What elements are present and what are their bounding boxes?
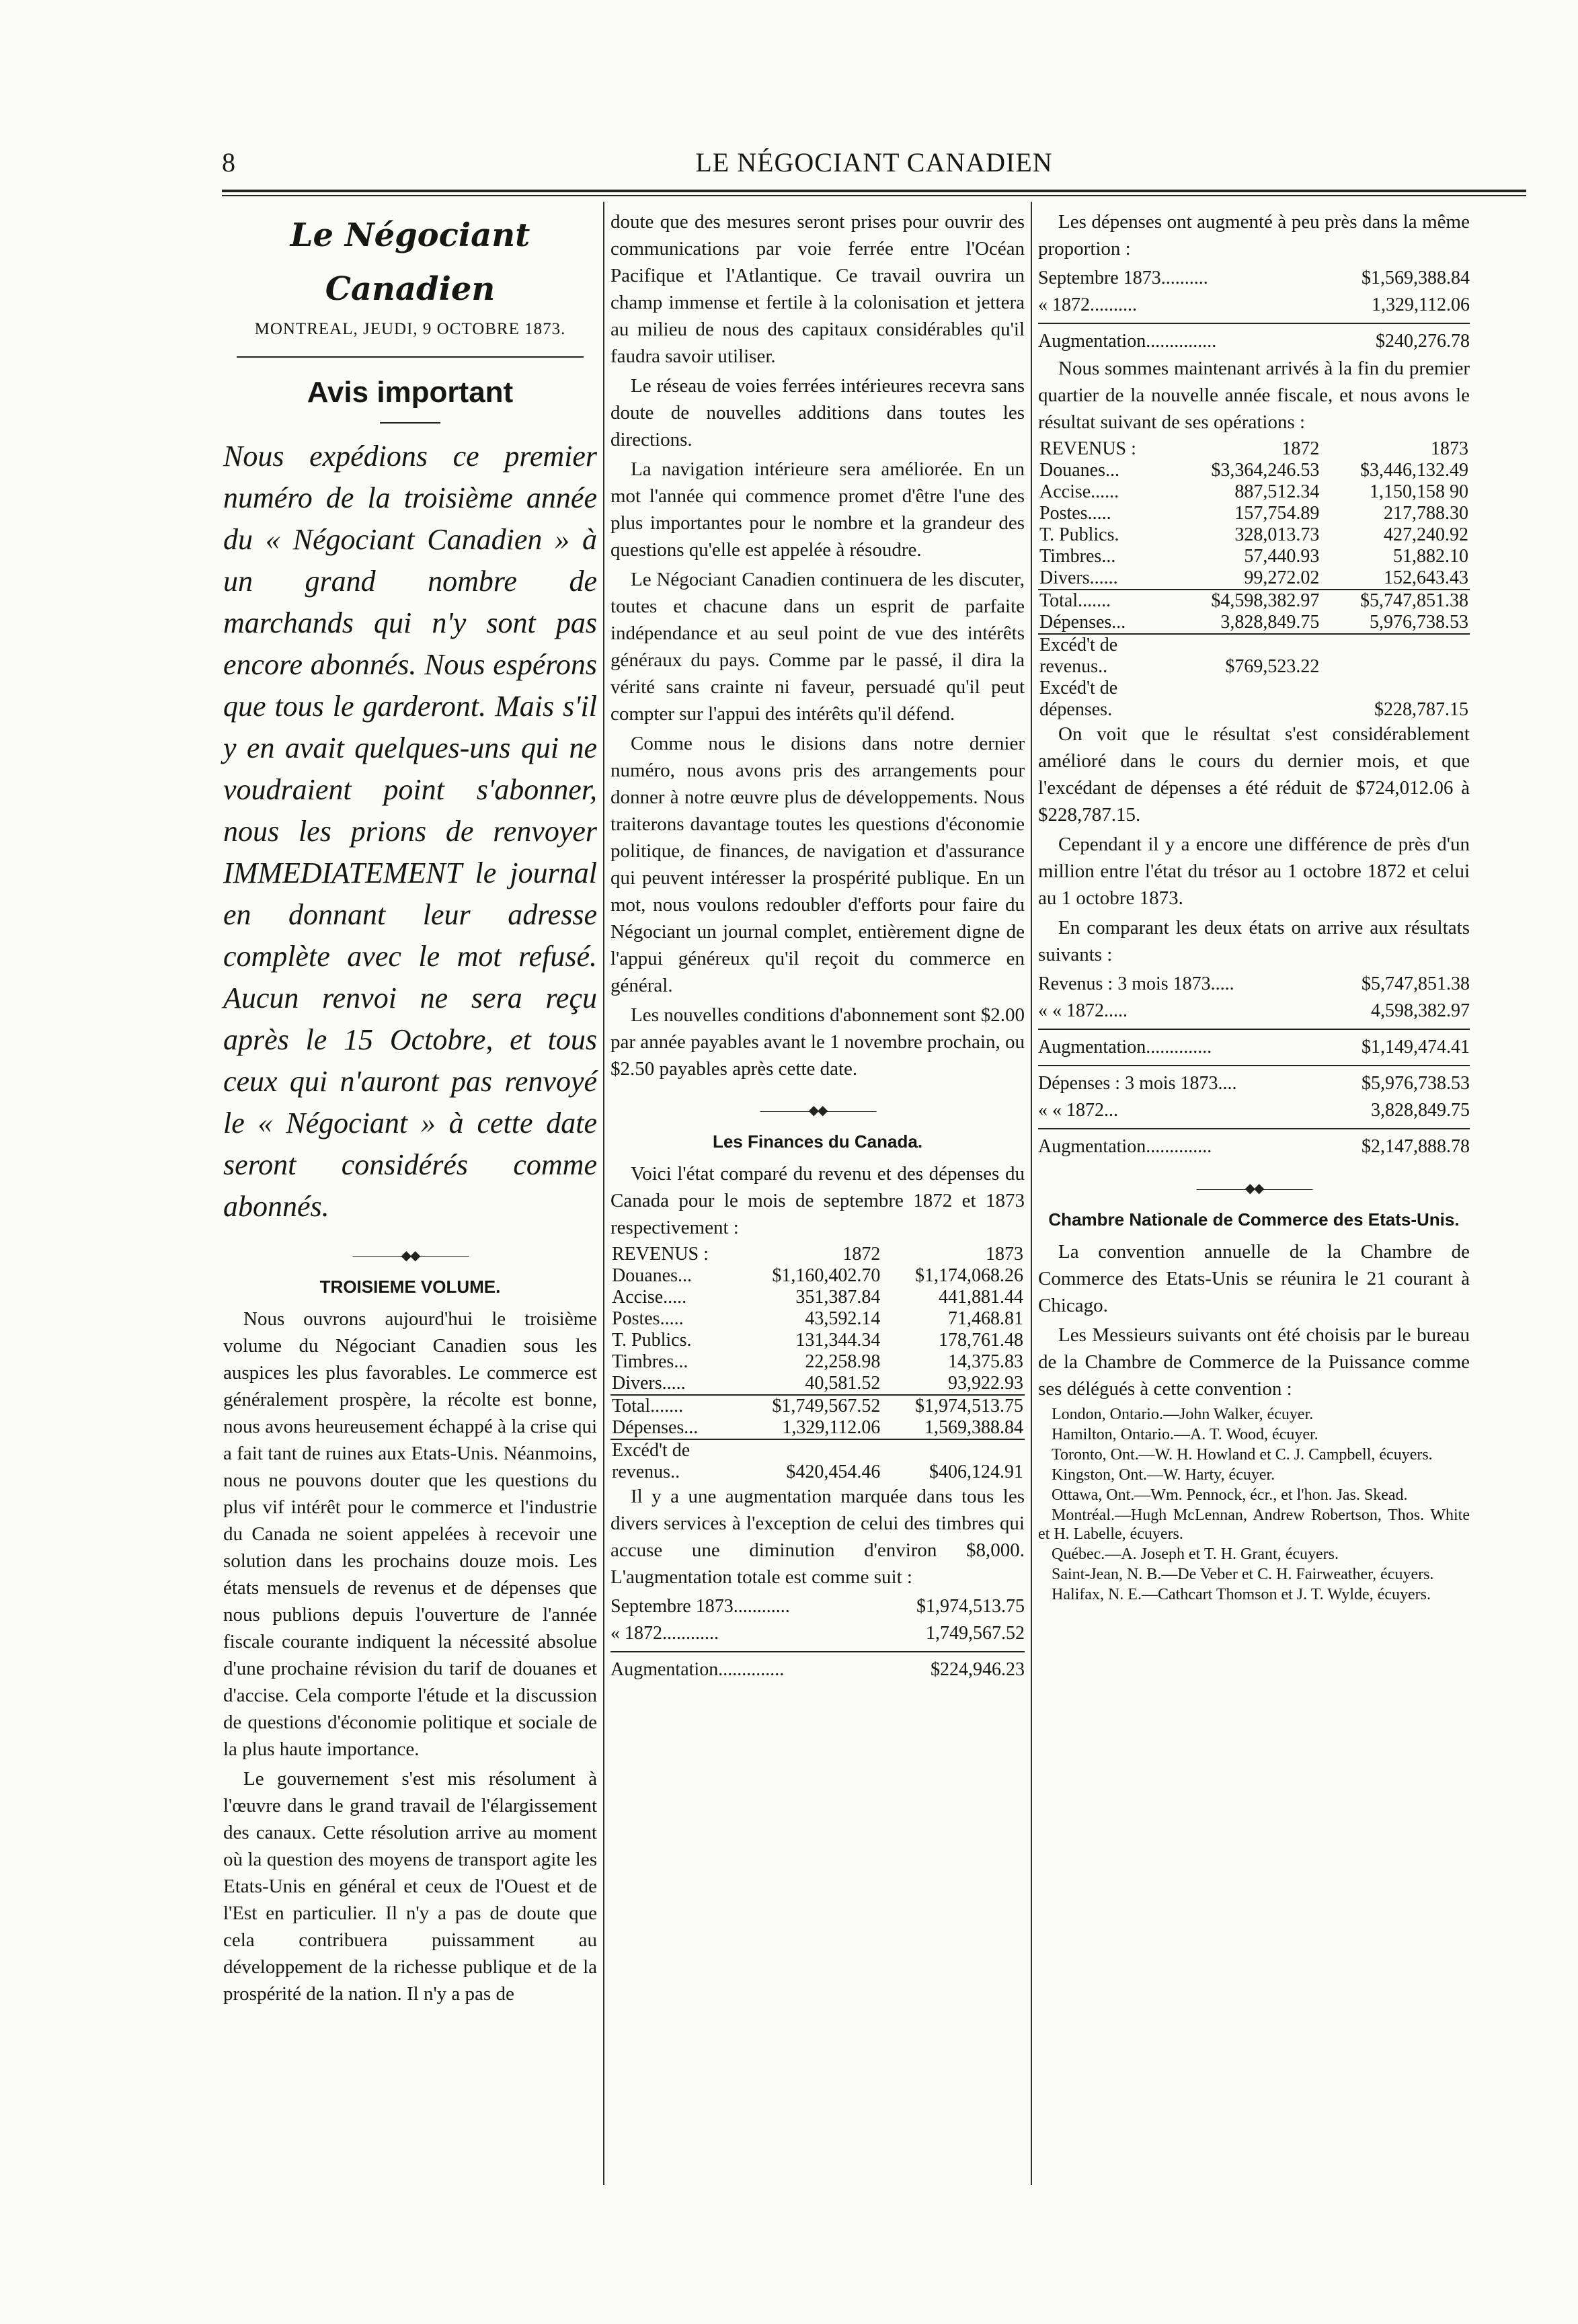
sum-line (1038, 1133, 1470, 1160)
value: $1,569,388.84 (1362, 268, 1470, 288)
value: 4,598,382.97 (1371, 1000, 1470, 1021)
cell: Accise...... (1039, 481, 1119, 502)
table-row (1038, 634, 1470, 656)
paragraph: Nous sommes maintenant arrivés à la fin du premier quartier de la nouvelle année fiscale, et nous avons le résultat suivant de ses opérations : (1038, 358, 1470, 433)
label: « « 1872... (1038, 1100, 1118, 1121)
table-row-total (610, 1395, 1025, 1417)
paragraph: Les dépenses ont augmenté à peu près dans la même proportion : (1038, 211, 1470, 259)
notice-text: Nous expédions ce premier numéro de la troisième année du « Négociant Canadien » à un grand nombre de marchands qui n'y sont pas encore abonnés. Nous espérons que tous le garderont. Mais s'il y en avait quelques-uns qui ne voudraient point s'abonner, nous les prions de renvoyer IMMEDIATEMENT le journal en donnant leur adresse complète avec le mot refusé. Aucun renvoi ne sera reçu après le 15 Octobre, et tous ceux qui n'auront pas renvoyé le « Négociant » à cette date seront considérés comme abonnés. (223, 440, 597, 1223)
section-title: Les Finances du Canada. (712, 1131, 923, 1152)
table-row (1038, 503, 1470, 524)
label: Augmentation.............. (1038, 1136, 1212, 1157)
paragraph: Comme nous le disions dans notre dernier numéro, nous avons pris des arrangements pour donner à notre œuvre plus de développements. Nous traiterons davantage toutes les questions d'économie politique, de finances, de navigation et d'assurance qui peuvent intéresser la prospérité publique. En un mot, nous voulons redoubler d'efforts pour faire du Négociant un journal complet, entièrement digne de l'appui généreux qu'il reçoit du commerce en général. (610, 733, 1025, 996)
list-item: Montréal.—Hugh McLennan, Andrew Robertson, Thos. White et H. Labelle, écuyers. (1038, 1507, 1470, 1543)
value: $1,974,513.75 (916, 1596, 1025, 1617)
divider (237, 356, 584, 358)
value: 1,329,112.06 (1372, 294, 1470, 315)
cell: dépenses. (1039, 699, 1113, 720)
finance-table (1038, 438, 1470, 721)
table-row (1038, 524, 1470, 546)
paragraph: En comparant les deux états on arrive aux résultats suivants : (1038, 917, 1470, 965)
cell: 57,440.93 (1244, 546, 1320, 567)
cell: 178,761.48 (939, 1330, 1023, 1351)
cell: $1,749,567.52 (739, 1395, 882, 1417)
label: Septembre 1873.......... (1038, 268, 1208, 288)
running-header (222, 147, 1526, 180)
cell: REVENUS : (612, 1244, 709, 1265)
section-title: Chambre Nationale de Commerce des Etats-Unis. (1048, 1209, 1460, 1230)
value: 3,828,849.75 (1371, 1100, 1470, 1121)
cell: 1873 (986, 1244, 1023, 1265)
paragraph: Nous ouvrons aujourd'hui le troisième volume du Négociant Canadien sous les auspices les plus favorables. Le commerce est généralement prospère, la récolte est bonne, nous avons heureusement échappé à la crise qui a fait tant de ruines aux Etats-Unis. Néanmoins, nous ne pouvons douter que les questions du plus vif intérêt pour le commerce et l'industrie du Canada ne soient appelées à recevoir une solution dans les prochains douze mois. Les états mensuels de revenus et de dépenses que nous publions depuis l'ouverture de l'année fiscale courante indiquent la nécessité absolue d'une prochaine révision du tarif de douanes et d'accise. Cela comporte l'étude et la discussion de questions d'économie politique et sociale de la plus haute importance. (223, 1308, 597, 1760)
cell: Douanes... (1039, 460, 1119, 481)
sum-line (1038, 265, 1470, 292)
cell: 43,592.14 (805, 1308, 881, 1329)
table-header (1038, 438, 1470, 460)
divider (1038, 1029, 1470, 1030)
label: Augmentation.............. (1038, 1037, 1212, 1057)
label: Dépenses : 3 mois 1873.... (1038, 1073, 1237, 1094)
cell: Total....... (610, 1395, 739, 1417)
cell: 152,643.43 (1384, 567, 1468, 588)
cell: Accise..... (612, 1287, 687, 1308)
paragraph: La convention annuelle de la Chambre de Commerce des Etats-Unis se réunira le 21 courant à Chicago. (1038, 1241, 1470, 1316)
cell: revenus.. (1039, 656, 1108, 677)
table-row (1038, 460, 1470, 481)
notice-title: Avis important (307, 376, 514, 409)
list-item: Québec.—A. Joseph et T. H. Grant, écuyers. (1052, 1546, 1339, 1563)
value: $2,147,888.78 (1362, 1136, 1470, 1157)
table-row (610, 1265, 1025, 1287)
table-row (610, 1287, 1025, 1308)
cell (1320, 656, 1470, 678)
list-item: Kingston, Ont.—W. Harty, écuyer. (1052, 1466, 1275, 1484)
paragraph: Le gouvernement s'est mis résolument à l'œuvre dans le grand travail de l'élargissement des canaux. Cette résolution arrive au moment où la question des moyens de transport agite les Etats-Unis en général et ceux de l'Ouest et de l'Est en particulier. Il n'y a pas de doute que cela contribuera puissamment au développement de la richesse publique et de la prospérité de la nation. Il n'y a pas de (223, 1768, 597, 2005)
table-row (1038, 481, 1470, 503)
value: $224,946.23 (931, 1659, 1025, 1680)
cell: 217,788.30 (1384, 503, 1468, 524)
label: « 1872.......... (1038, 294, 1137, 315)
divider (1038, 323, 1470, 324)
running-title: LE NÉGOCIANT CANADIEN (695, 147, 1053, 177)
table-row-total (1038, 590, 1470, 612)
cell: 427,240.92 (1384, 524, 1468, 545)
table-row (1038, 699, 1470, 721)
divider (1038, 1128, 1470, 1129)
header-rule (222, 190, 1526, 192)
cell: T. Publics. (1039, 524, 1119, 545)
cell: 441,881.44 (939, 1287, 1023, 1308)
table-row (1038, 678, 1470, 699)
masthead: Le Négociant Canadien (290, 216, 530, 308)
label: Augmentation............... (1038, 331, 1217, 352)
cell: 1873 (1431, 438, 1468, 459)
cell: 1,569,388.84 (924, 1417, 1023, 1438)
paragraph: Voici l'état comparé du revenu et des dépenses du Canada pour le mois de septembre 1872 et 1873 respectivement : (610, 1163, 1025, 1238)
sum-line (1038, 328, 1470, 355)
paragraph: Il y a une augmentation marquée dans tous les divers services à l'exception de celui des timbres qui accuse une diminution d'environ $8,000. L'augmentation totale est comme suit : (610, 1486, 1025, 1588)
cell: 131,344.34 (795, 1330, 881, 1351)
divider (610, 1651, 1025, 1652)
cell: 99,272.02 (1244, 567, 1320, 588)
cell: 1,329,112.06 (782, 1417, 881, 1438)
table-row (610, 1439, 1025, 1461)
cell: 1,150,158 90 (1370, 481, 1468, 502)
cell: Excéd't de (1038, 634, 1470, 656)
cell: 1872 (1281, 438, 1320, 459)
label: « « 1872..... (1038, 1000, 1128, 1021)
column-divider (1031, 202, 1032, 2185)
table-row (1038, 567, 1470, 590)
cell: Total....... (1038, 590, 1172, 612)
table-row (1038, 612, 1470, 634)
cell: 887,512.34 (1234, 481, 1320, 502)
cell: $1,174,068.26 (915, 1265, 1023, 1286)
paragraph: La navigation intérieure sera améliorée. En un mot l'année qui commence promet d'être l'une des plus importantes pour le nombre et la grandeur des questions qu'elle est appelée à résoudre. (610, 458, 1025, 561)
sum-line (1038, 971, 1470, 998)
sum-line (1038, 1034, 1470, 1061)
header-rule-thin (222, 195, 1526, 196)
table-row (610, 1417, 1025, 1439)
cell: Postes..... (612, 1308, 684, 1329)
ornament-divider: ————◆◆———— (352, 1248, 468, 1263)
table-row (610, 1308, 1025, 1330)
cell: 22,258.98 (805, 1351, 881, 1372)
section-title: TROISIEME VOLUME. (319, 1277, 501, 1297)
table-row (1038, 656, 1470, 678)
table-row (610, 1461, 1025, 1483)
paragraph: doute que des mesures seront prises pour ouvrir des communications par voie ferrée entre l'Océan Pacifique et l'Atlantique. Ce travail ouvrira un champ immense et fertile à la colonisation et jettera au milieu de nous des capitaux considérables qu'il faudra savoir utiliser. (610, 211, 1025, 367)
cell: 328,013.73 (1234, 524, 1320, 545)
cell: 3,828,849.75 (1220, 612, 1320, 633)
value: $240,276.78 (1376, 331, 1470, 352)
sum-line (1038, 998, 1470, 1025)
paragraph: Cependant il y a encore une différence de près d'un million entre l'état du trésor au 1 octobre 1872 et celui au 1 octobre 1873. (1038, 834, 1470, 909)
cell: $1,160,402.70 (772, 1265, 881, 1286)
cell: $406,124.91 (929, 1461, 1023, 1482)
paragraph: Les Messieurs suivants ont été choisis par le bureau de la Chambre de Commerce de la Puissance comme ses délégués à cette convention : (1038, 1324, 1470, 1400)
cell: Dépenses... (612, 1417, 699, 1438)
paragraph: On voit que le résultat s'est considérablement amélioré dans le cours du dernier mois, et que l'excédant de dépenses a été réduit de $724,012.06 à $228,787.15. (1038, 723, 1470, 826)
dateline: MONTREAL, JEUDI, 9 OCTOBRE 1873. (254, 320, 566, 338)
table-row (610, 1330, 1025, 1351)
column-divider (603, 202, 604, 2185)
sum-line (1038, 1097, 1470, 1124)
table-row (610, 1351, 1025, 1373)
table-header (610, 1244, 1025, 1265)
cell: $1,974,513.75 (881, 1395, 1025, 1417)
cell: 40,581.52 (805, 1373, 881, 1394)
sum-line (610, 1656, 1025, 1683)
cell: Dépenses... (1039, 612, 1126, 633)
list-item: Ottawa, Ont.—Wm. Pennock, écr., et l'hon. Jas. Skead. (1052, 1486, 1408, 1504)
delegates-list (1038, 1405, 1470, 1604)
cell: 51,882.10 (1393, 546, 1468, 567)
page-number: 8 (222, 147, 235, 177)
cell: 71,468.81 (948, 1308, 1023, 1329)
list-item: Halifax, N. E.—Cathcart Thomson et J. T. Wylde, écuyers. (1052, 1586, 1431, 1603)
sum-line (1038, 1070, 1470, 1097)
column-3 (1038, 208, 1470, 1605)
cell: $769,523.22 (1225, 656, 1320, 677)
value: $1,149,474.41 (1362, 1037, 1470, 1057)
cell: Divers...... (1039, 567, 1118, 588)
cell: Timbres... (1039, 546, 1116, 567)
cell: 5,976,738.53 (1370, 612, 1468, 633)
list-item: Hamilton, Ontario.—A. T. Wood, écuyer. (1052, 1426, 1318, 1443)
sum-line (610, 1593, 1025, 1620)
cell: $3,446,132.49 (1360, 460, 1468, 481)
value: 1,749,567.52 (926, 1623, 1025, 1644)
cell: $420,454.46 (786, 1461, 881, 1482)
table-row (610, 1373, 1025, 1395)
cell (1172, 699, 1321, 721)
cell: $5,747,851.38 (1320, 590, 1470, 612)
cell: $4,598,382.97 (1172, 590, 1321, 612)
column-2 (610, 208, 1025, 1683)
column-1 (223, 208, 597, 2010)
cell: Excéd't de (610, 1439, 1025, 1461)
sum-line (610, 1620, 1025, 1647)
value: $5,976,738.53 (1362, 1073, 1470, 1094)
list-item: London, Ontario.—John Walker, écuyer. (1052, 1406, 1314, 1423)
cell: Excéd't de (1039, 678, 1118, 698)
paragraph: Le réseau de voies ferrées intérieures recevra sans doute de nouvelles additions dans toutes les directions. (610, 375, 1025, 450)
cell: $3,364,246.53 (1211, 460, 1320, 481)
label: Augmentation.............. (610, 1659, 785, 1680)
cell: 157,754.89 (1234, 503, 1320, 524)
cell: 1872 (842, 1244, 881, 1265)
cell: 93,922.93 (948, 1373, 1023, 1394)
table-row (1038, 546, 1470, 567)
list-item: Saint-Jean, N. B.—De Veber et C. H. Fairweather, écuyers. (1052, 1566, 1434, 1583)
cell: Timbres... (612, 1351, 688, 1372)
cell: T. Publics. (612, 1330, 692, 1351)
cell: $228,787.15 (1374, 699, 1468, 720)
cell: revenus.. (612, 1461, 680, 1482)
label: Septembre 1873............ (610, 1596, 790, 1617)
cell: Postes..... (1039, 503, 1111, 524)
ornament-divider: ————◆◆———— (1196, 1181, 1312, 1196)
cell: 351,387.84 (795, 1287, 881, 1308)
finance-table (610, 1244, 1025, 1483)
cell: REVENUS : (1039, 438, 1136, 459)
list-item: Toronto, Ont.—W. H. Howland et C. J. Campbell, écuyers. (1052, 1446, 1433, 1464)
label: « 1872............ (610, 1623, 719, 1644)
value: $5,747,851.38 (1362, 973, 1470, 994)
cell: Divers..... (612, 1373, 686, 1394)
label: Revenus : 3 mois 1873..... (1038, 973, 1234, 994)
divider (1038, 1065, 1470, 1066)
cell: 14,375.83 (948, 1351, 1023, 1372)
sum-line (1038, 292, 1470, 319)
paragraph: Le Négociant Canadien continuera de les discuter, toutes et chacune dans un esprit de parfaite indépendance et au seul point de vue des intérêts généraux du pays. Comme par le passé, il dira la vérité sans crainte ni faveur, persuadé qu'il peut compter sur l'appui des intérêts qu'il défend. (610, 569, 1025, 725)
paragraph: Les nouvelles conditions d'abonnement sont $2.00 par année payables avant le 1 novembre prochain, ou $2.50 payables après cette date. (610, 1004, 1025, 1080)
divider (380, 422, 440, 424)
ornament-divider: ————◆◆———— (760, 1103, 875, 1118)
cell: Douanes... (612, 1265, 692, 1286)
